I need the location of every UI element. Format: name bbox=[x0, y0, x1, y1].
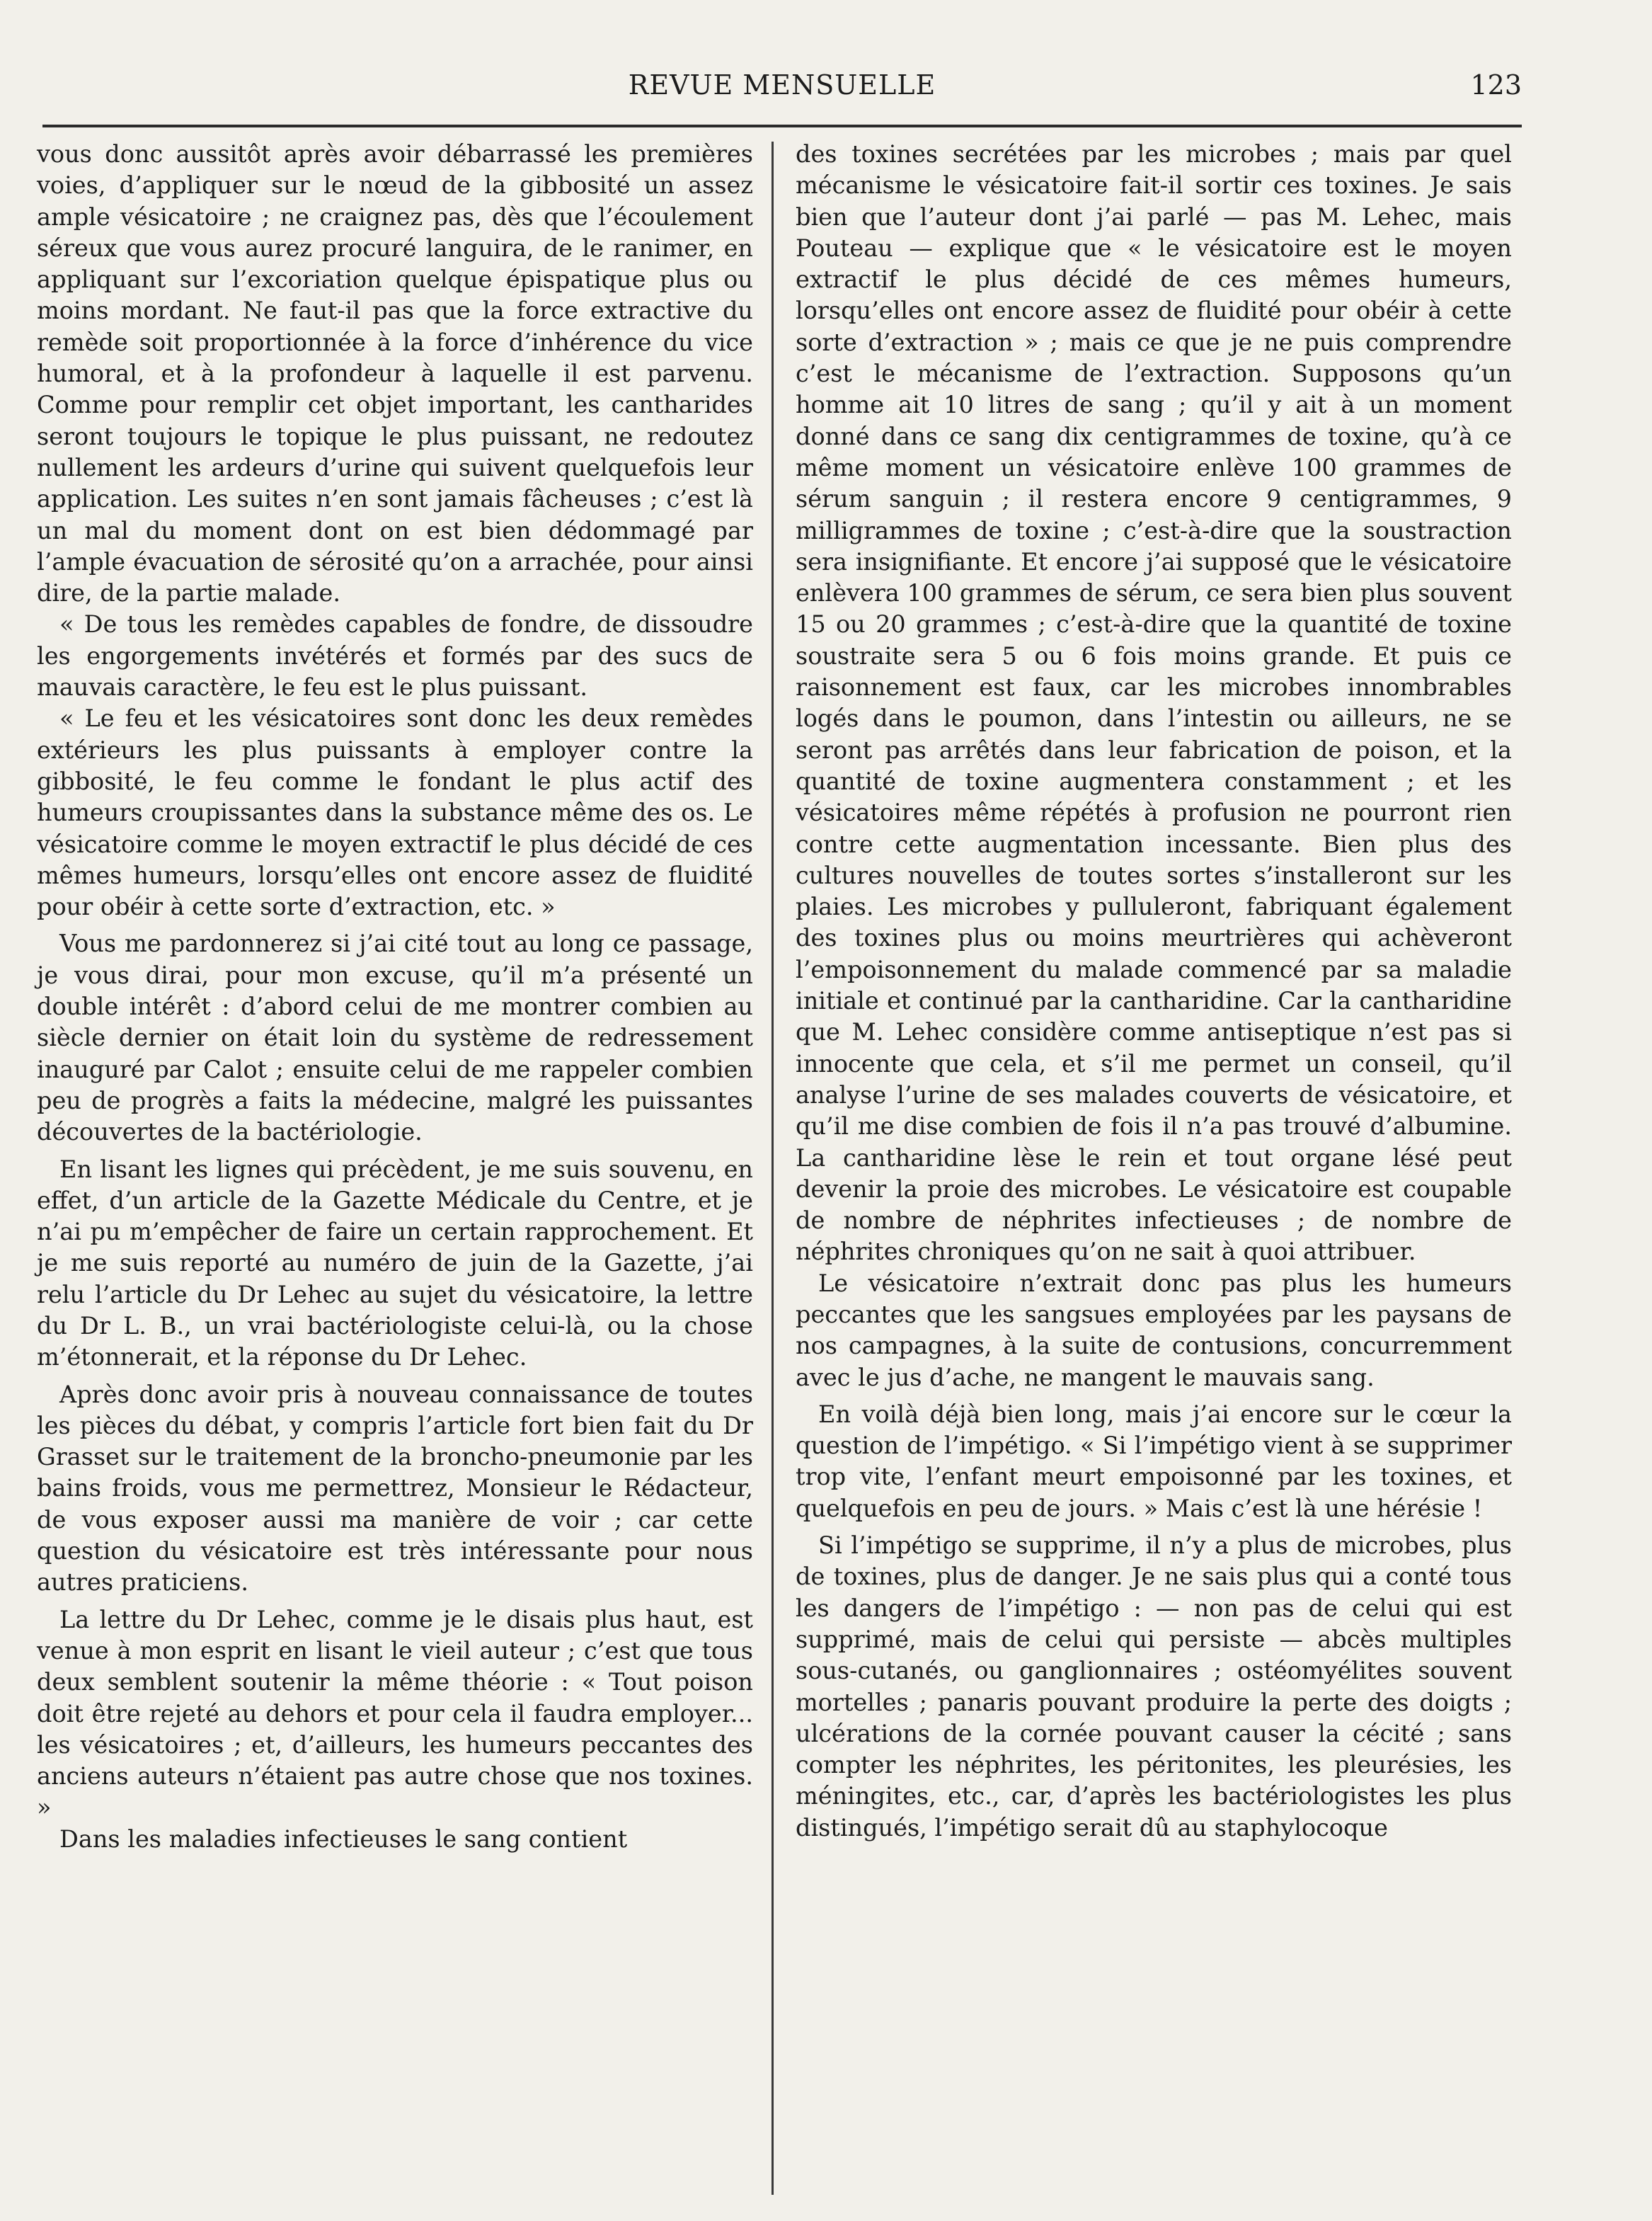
paragraph: Dans les maladies infectieuses le sang contient bbox=[59, 1825, 628, 1853]
running-title: REVUE MENSUELLE bbox=[628, 69, 936, 101]
left-column bbox=[37, 139, 753, 1855]
page-header bbox=[42, 65, 1522, 109]
column-divider bbox=[771, 142, 774, 2195]
paragraph: « De tous les remèdes capables de fondre, de dissoudre les engorgements invétérés et formés par des sucs de mauvais caractère, le feu est le plus puissant. bbox=[37, 610, 753, 702]
paragraph: La lettre du Dr Lehec, comme je le disais plus haut, est venue à mon esprit en lisant le vieil auteur ; c’est que tous deux semblent soutenir la même théorie : « Tout poison doit être rejeté au dehors et pour cela il faudra employer... les vésicatoires ; et, d’ailleurs, les humeurs peccantes des anciens auteurs n’étaient pas autre chose que nos toxines. » bbox=[37, 1605, 753, 1822]
header-rule bbox=[42, 125, 1522, 127]
page-number: 123 bbox=[1470, 69, 1522, 101]
paragraph: vous donc aussitôt après avoir débarrassé les premières voies, d’appliquer sur le nœud de la gibbosité un assez ample vésicatoire ; ne craignez pas, dès que l’écoulement séreux que vous aurez procuré languira, de le ranimer, en appliquant sur l’excoriation quelque épispatique plus ou moins mordant. Ne faut-il pas que la force extractive du remède soit proportionnée à la force d’inhérence du vice humoral, et à la profondeur à laquelle il est parvenu. Comme pour remplir cet objet important, les cantharides seront toujours le topique le plus puissant, ne redoutez nullement les ardeurs d’urine qui suivent quelquefois leur application. Les suites n’en sont jamais fâcheuses ; c’est là un mal du moment dont on est bien dédommagé par l’ample évacuation de sérosité qu’on a arrachée, pour ainsi dire, de la partie malade. bbox=[37, 140, 753, 607]
right-column bbox=[796, 139, 1512, 1844]
paragraph: En lisant les lignes qui précèdent, je me suis souvenu, en effet, d’un article de la Gazette Médicale du Centre, et je n’ai pu m’empêcher de faire un certain rapprochement. Et je me suis reporté au numéro de juin de la Gazette, j’ai relu l’article du Dr Lehec au sujet du vésicatoire, la lettre du Dr L. B., un vrai bactériologiste celui-là, ou la chose m’étonnerait, et la réponse du Dr Lehec. bbox=[37, 1155, 753, 1371]
paragraph: des toxines secrétées par les microbes ; mais par quel mécanisme le vésicatoire fait-il sortir ces toxines. Je sais bien que l’auteur dont j’ai parlé — pas M. Lehec, mais Pouteau — explique que « le vésicatoire est le moyen extractif le plus décidé de ces mêmes humeurs, lorsqu’elles ont encore assez de fluidité pour obéir à cette sorte d’extraction » ; mais ce que je ne puis comprendre c’est le mécanisme de l’extraction. Supposons qu’un homme ait 10 litres de sang ; qu’il y ait à un moment donné dans ce sang dix centigrammes de toxine, qu’à ce même moment un vésicatoire enlève 100 grammes de sérum sanguin ; il restera encore 9 centigrammes, 9 milligrammes de toxine ; c’est-à-dire que la soustraction sera insignifiante. Et encore j’ai supposé que le vésicatoire enlèvera 100 grammes de sérum, ce sera bien plus souvent 15 ou 20 grammes ; c’est-à-dire que la quantité de toxine soustraite sera 5 ou 6 fois moins grande. Et puis ce raisonnement est faux, car les microbes innombrables logés dans le poumon, dans l’intestin ou ailleurs, ne se seront pas arrêtés dans leur fabrication de poison, et la quantité de toxine augmentera constamment ; et les vésicatoires même répétés à profusion ne pourront rien contre cette augmentation incessante. Bien plus des cultures nouvelles de toutes sortes s’installeront sur les plaies. Les microbes y pulluleront, fabriquant également des toxines plus ou moins meurtrières qui achèveront l’empoisonnement du malade commencé par sa maladie initiale et continué par la cantharidine. Car la cantharidine que M. Lehec considère comme antiseptique n’est pas si innocente que cela, et s’il me permet un conseil, qu’il analyse l’urine de ses malades couverts de vésicatoire, et qu’il me dise combien de fois il n’a pas trouvé d’albumine. La cantharidine lèse le rein et tout organe lésé peut devenir la proie des microbes. Le vésicatoire est coupable de nombre de néphrites infectieuses ; de nombre de néphrites chroniques qu’on ne sait à quoi attribuer. bbox=[796, 140, 1512, 1266]
paragraph: Si l’impétigo se supprime, il n’y a plus de microbes, plus de toxines, plus de danger. Je ne sais plus qui a conté tous les dangers de l’impétigo : — non pas de celui qui est supprimé, mais de celui qui persiste — abcès multiples sous-cutanés, ou ganglionnaires ; ostéomyélites souvent mortelles ; panaris pouvant produire la perte des doigts ; ulcérations de la cornée pouvant causer la cécité ; sans compter les néphrites, les péritonites, les pleurésies, les méningites, etc., car, d’après les bactériologistes les plus distingués, l’impétigo serait dû au staphylocoque bbox=[796, 1531, 1512, 1842]
paragraph: Le vésicatoire n’extrait donc pas plus les humeurs peccantes que les sangsues employées par les paysans de nos campagnes, à la suite de contusions, concurremment avec le jus d’ache, ne mangent le mauvais sang. bbox=[796, 1269, 1512, 1391]
paragraph: Vous me pardonnerez si j’ai cité tout au long ce passage, je vous dirai, pour mon excuse, qu’il m’a présenté un double intérêt : d’abord celui de me montrer combien au siècle dernier on était loin du système de redressement inauguré par Calot ; ensuite celui de me rappeler combien peu de progrès a faits la médecine, malgré les puissantes découvertes de la bactériologie. bbox=[37, 930, 753, 1146]
paragraph: Après donc avoir pris à nouveau connaissance de toutes les pièces du débat, y compris l’article fort bien fait du Dr Grasset sur le traitement de la broncho-pneumonie par les bains froids, vous me permettrez, Monsieur le Rédacteur, de vous exposer aussi ma manière de voir ; car cette question du vésicatoire est très intéressante pour nous autres praticiens. bbox=[37, 1380, 753, 1597]
paragraph: En voilà déjà bien long, mais j’ai encore sur le cœur la question de l’impétigo. « Si l’impétigo vient à se supprimer trop vite, l’enfant meurt empoisonné par les toxines, et quelquefois en peu de jours. » Mais c’est là une hérésie ! bbox=[796, 1400, 1512, 1522]
paragraph: « Le feu et les vésicatoires sont donc les deux remèdes extérieurs les plus puissants à employer contre la gibbosité, le feu comme le fondant le plus actif des humeurs croupissantes dans la substance même des os. Le vésicatoire comme le moyen extractif le plus décidé de ces mêmes humeurs, lorsqu’elles ont encore assez de fluidité pour obéir à cette sorte d’extraction, etc. » bbox=[37, 704, 753, 921]
